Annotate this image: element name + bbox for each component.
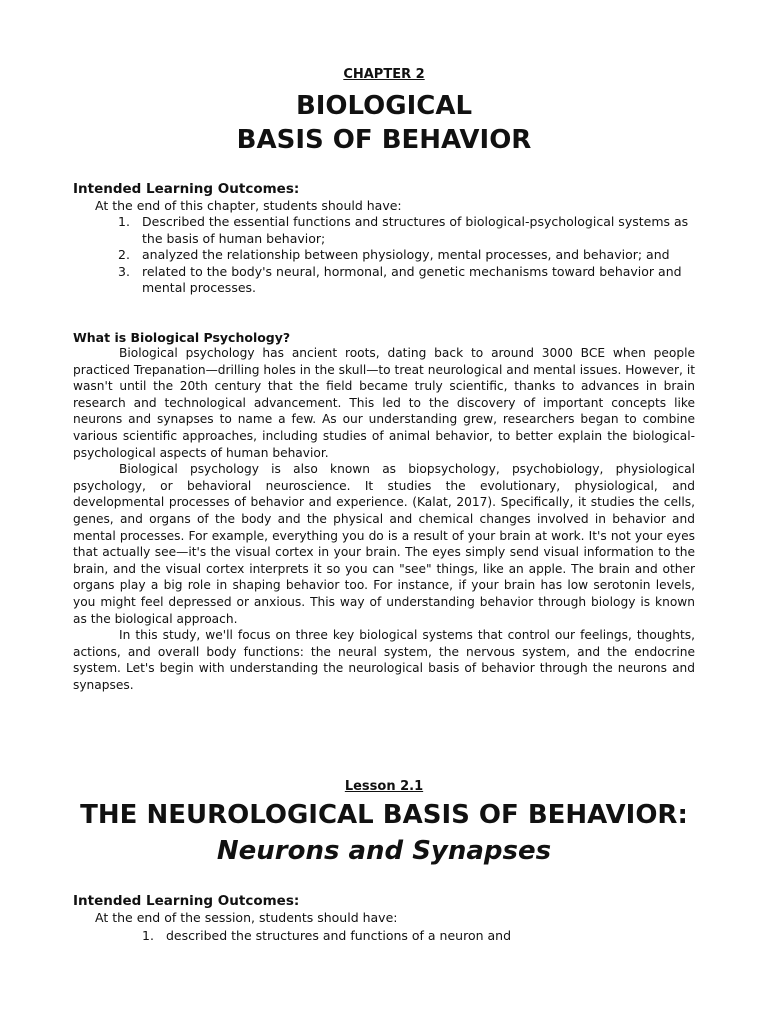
- outcome-item: [118, 247, 698, 264]
- chapter-title-line-2: BASIS OF BEHAVIOR: [236, 125, 532, 155]
- lesson-title: THE NEUROLOGICAL BASIS OF BEHAVIOR:: [80, 800, 688, 830]
- outcome-number: 1.: [142, 928, 154, 943]
- lesson-label: Lesson 2.1: [344, 779, 424, 794]
- outcome-number: 3.: [118, 263, 130, 279]
- outcome-item: [118, 264, 698, 297]
- section-body: [73, 345, 695, 693]
- outcome-text: Described the essential functions and structures of biological-psychological systems as the basis of human behavior;: [142, 214, 689, 246]
- section-heading: What is Biological Psychology?: [73, 330, 291, 345]
- lesson-subtitle: Neurons and Synapses: [216, 836, 552, 866]
- lesson-outcomes-list: [142, 928, 511, 945]
- outcomes-heading: Intended Learning Outcomes:: [73, 181, 300, 197]
- body-paragraph: In this study, we'll focus on three key biological systems that control our feelings, thoughts, actions, and overall body functions: the neural system, the nervous system, and the endocrine system. Let's begin with understanding the neurological basis of behavior through the neurons and synapses.: [73, 628, 695, 692]
- outcomes-list: [118, 214, 698, 297]
- chapter-title: [0, 89, 768, 157]
- chapter-title-line-1: BIOLOGICAL: [295, 91, 473, 121]
- outcome-item: [118, 214, 698, 247]
- outcome-number: 1.: [118, 214, 130, 229]
- chapter-label: CHAPTER 2: [343, 67, 425, 82]
- outcome-number: 2.: [118, 247, 130, 262]
- outcome-text: described the structures and functions of a neuron and: [166, 928, 512, 943]
- lesson-outcomes-intro: At the end of the session, students should have:: [95, 910, 398, 925]
- outcome-text: related to the body's neural, hormonal, and genetic mechanisms toward behavior and mental processes.: [142, 263, 682, 295]
- lesson-outcomes-heading: Intended Learning Outcomes:: [73, 893, 300, 909]
- outcomes-intro: At the end of this chapter, students should have:: [95, 198, 402, 213]
- outcome-text: analyzed the relationship between physiology, mental processes, and behavior; and: [142, 247, 670, 262]
- lesson-outcome-item: [142, 928, 511, 945]
- body-paragraph: Biological psychology is also known as biopsychology, psychobiology, physiological psychology, or behavioral neuroscience. It studies the evolutionary, physiological, and developmental processes of behavior and experience. (Kalat, 2017). Specifically, it studies the cells, genes, and organs of the body and the physical and chemical changes involved in behavior and mental processes. For example, everything you do is a result of your brain at work. It's not your eyes that actually see—it's the visual cortex in your brain. The eyes simply send visual information to the brain, and the visual cortex interprets it so you can "see" things, like an apple. The brain and other organs play a big role in shaping behavior too. For instance, if your brain has low serotonin levels, you might feel depressed or anxious. This way of understanding behavior through biology is known as the biological approach.: [73, 462, 695, 626]
- body-paragraph: Biological psychology has ancient roots, dating back to around 3000 BCE when people practiced Trepanation—drilling holes in the skull—to treat neurological and mental issues. However, it wasn't until the 20th century that the field became truly scientific, thanks to advances in brain research and technological advancement. This led to the discovery of important concepts like neurons and synapses to name a few. As our understanding grew, researchers began to combine various scientific approaches, including studies of animal behavior, to better explain the biological-psychological aspects of human behavior.: [73, 346, 695, 460]
